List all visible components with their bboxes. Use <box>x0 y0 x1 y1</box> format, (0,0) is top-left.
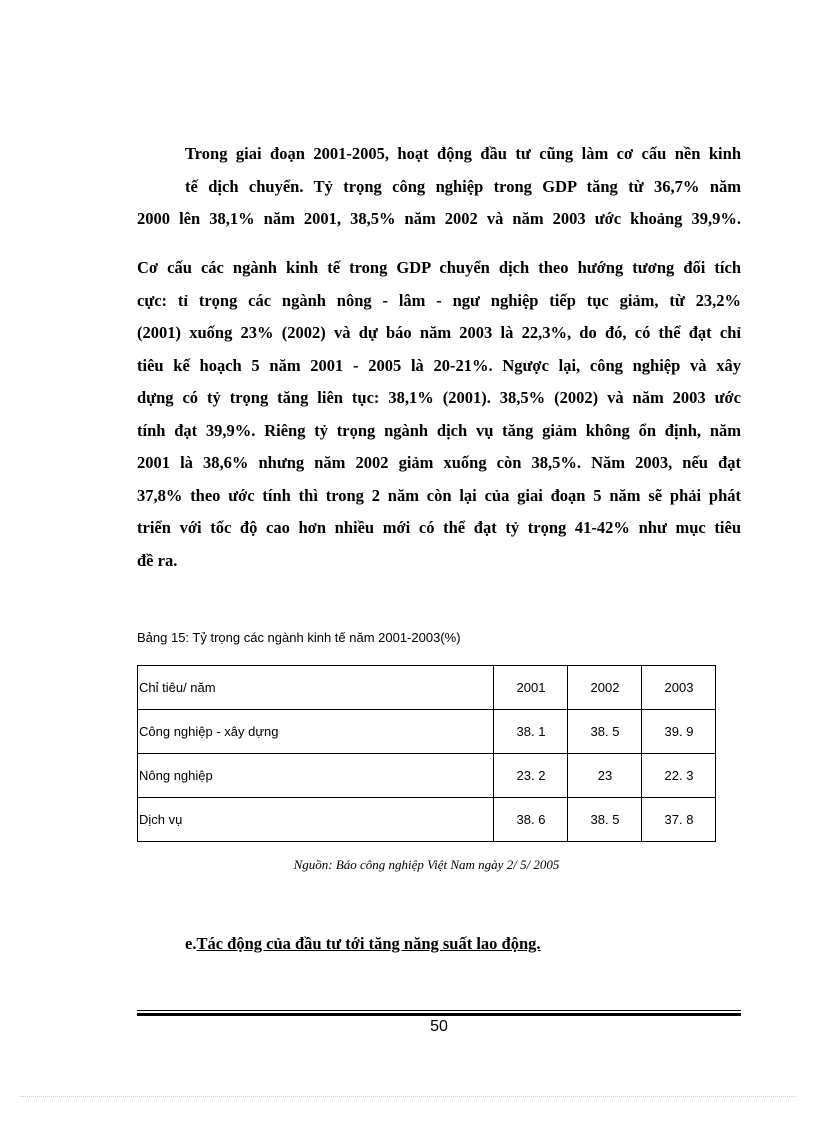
table-cell: 38. 5 <box>568 798 642 842</box>
paragraph-line: tiêu kế hoạch 5 năm 2001 - 2005 là 20-21%. Ngược lại, công nghiệp và xây <box>137 355 741 375</box>
paragraph-line: 2001 là 38,6% nhưng năm 2002 giảm xuống còn 38,5%. Năm 2003, nếu đạt <box>137 453 741 472</box>
table-row <box>138 754 716 798</box>
paragraph-line: 2000 lên 38,1% năm 2001, 38,5% năm 2002 và năm 2003 ước khoảng 39,9%. <box>137 209 741 228</box>
footer-rule <box>137 1010 741 1011</box>
section-heading-prefix: e. <box>185 934 197 953</box>
paragraph-sector-shift <box>137 252 741 577</box>
table-cell: 39. 9 <box>642 710 716 754</box>
table-row <box>138 710 716 754</box>
paragraph-line: tế dịch chuyển. Tỷ trọng công nghiệp trong GDP tăng từ 36,7% năm <box>185 176 741 196</box>
table-source: Nguồn: Báo công nghiệp Việt Nam ngày 2/ 5/ 2005 <box>293 857 560 872</box>
table-cell: 23 <box>568 754 642 798</box>
table-header-cell: 2001 <box>494 666 568 710</box>
table-cell: Công nghiệp - xây dựng <box>138 710 494 754</box>
table-header-cell: Chỉ tiêu/ năm <box>138 666 494 710</box>
table-cell: 37. 8 <box>642 798 716 842</box>
paragraph-line: cực: tỉ trọng các ngành nông - lâm - ngư nghiệp tiếp tục giảm, từ 23,2% <box>137 290 741 310</box>
table-cell: 23. 2 <box>494 754 568 798</box>
paragraph-line: đề ra. <box>137 550 178 570</box>
table-cell: 38. 6 <box>494 798 568 842</box>
paragraph-line: Cơ cấu các ngành kinh tế trong GDP chuyển dịch theo hướng tương đối tích <box>137 258 741 277</box>
table-cell: 22. 3 <box>642 754 716 798</box>
table-cell: 38. 1 <box>494 710 568 754</box>
table-caption: Bảng 15: Tỷ trọng các ngành kinh tế năm 2001-2003(%) <box>137 630 461 645</box>
paragraph-line: tính đạt 39,9%. Riêng tỷ trọng ngành dịch vụ tăng giảm không ổn định, năm <box>137 420 741 440</box>
table-cell: 38. 5 <box>568 710 642 754</box>
table-header-cell: 2003 <box>642 666 716 710</box>
sector-share-table <box>137 665 716 842</box>
page-edge-line <box>20 1096 796 1097</box>
page-number: 50 <box>430 1018 448 1035</box>
paragraph-line: 37,8% theo ước tính thì trong 2 năm còn lại của giai đoạn 5 năm sẽ phải phát <box>137 485 741 505</box>
footer-rule-thick <box>137 1013 741 1016</box>
table-cell: Dịch vụ <box>138 798 494 842</box>
section-heading-text: Tác động của đầu tư tới tăng năng suất lao động. <box>196 934 541 953</box>
table-header-row <box>138 666 716 710</box>
table-header-cell: 2002 <box>568 666 642 710</box>
paragraph-gdp-structure <box>137 138 741 236</box>
paragraph-line: triển với tốc độ cao hơn nhiều mới có thể đạt tỷ trọng 41-42% như mục tiêu <box>137 518 741 537</box>
paragraph-line: Trong giai đoạn 2001-2005, hoạt động đầu tư cũng làm cơ cấu nền kinh <box>185 144 741 163</box>
table-cell: Nông nghiệp <box>138 754 494 798</box>
section-heading <box>185 934 541 954</box>
table-row <box>138 798 716 842</box>
paragraph-line: (2001) xuống 23% (2002) và dự báo năm 2003 là 22,3%, do đó, có thể đạt chỉ <box>137 323 741 342</box>
paragraph-line: dựng có tỷ trọng tăng liên tục: 38,1% (2001). 38,5% (2002) và năm 2003 ước <box>137 388 741 407</box>
